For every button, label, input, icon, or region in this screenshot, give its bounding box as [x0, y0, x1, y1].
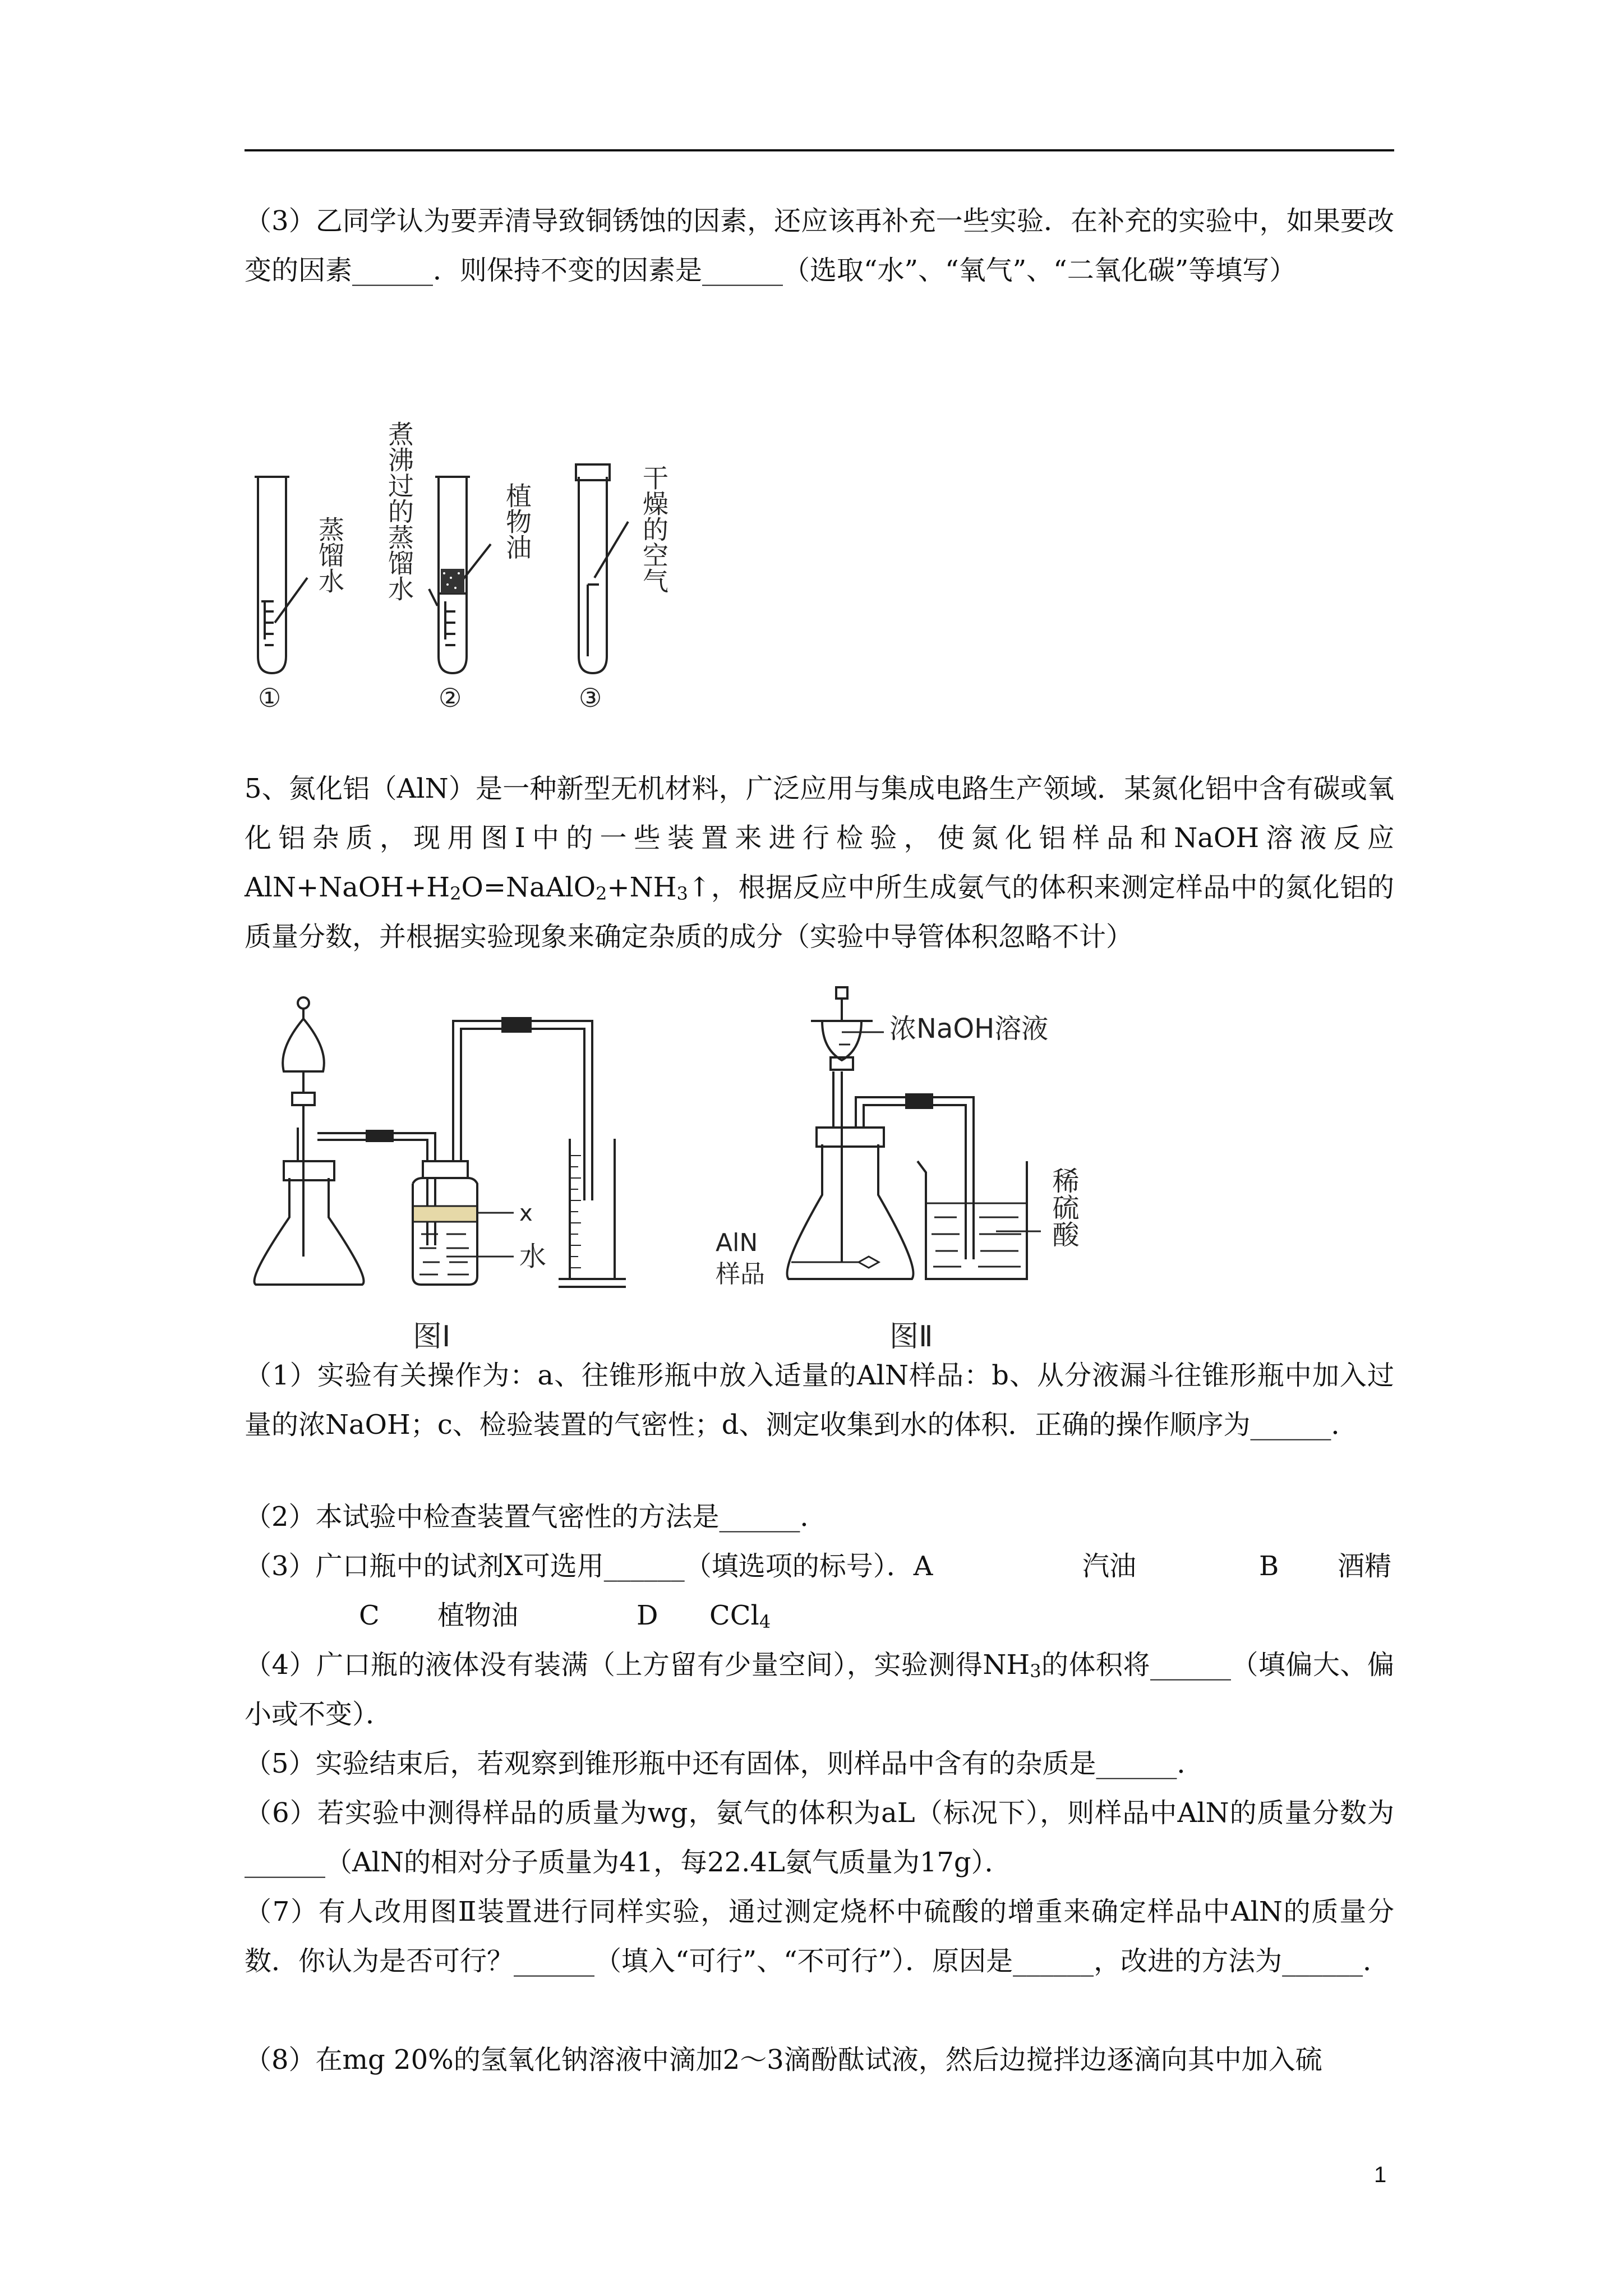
q5-part4: （4）广口瓶的液体没有装满（上方留有少量空间），实验测得$NH_3$的体积将______（填偏大、偏小或不变）．: [245, 1649, 1394, 1730]
sample-label-1: AlN: [716, 1228, 758, 1257]
option-c-text: 植物油: [437, 1600, 519, 1631]
option-d-text: CCl$_4$: [709, 1600, 771, 1632]
tube1-label: 蒸馏水: [315, 516, 345, 593]
q5-part5: （5）实验结束后，若观察到锥形瓶中还有固体，则样品中含有的杂质是______．: [245, 1748, 1204, 1779]
tube1-number: ①: [258, 683, 282, 713]
test-tubes-figure: [241, 409, 690, 729]
naoh-label: 浓NaOH溶液: [889, 1013, 1049, 1045]
header-rule: [245, 149, 1394, 151]
apparatus-figure: [245, 965, 1108, 1358]
reagent-x-label: x: [519, 1200, 533, 1226]
option-a-text: 汽油: [1082, 1550, 1137, 1582]
option-b-text: 酒精: [1338, 1550, 1392, 1582]
tube2-number: ②: [439, 683, 462, 713]
q5-intro: 5、氮化铝（AlN）是一种新型无机材料，广泛应用与集成电路生产领域．某氮化铝中含有碳或氧化铝杂质，现用图Ⅰ中的一些装置来进行检验，使氮化铝样品和NaOH溶液反应$AlN+NaOH+H_2O=NaAlO_2+NH_3↑$，根据反应中所生成氨气的体积来测定样品中的氮化铝的质量分数，并根据实验现象来确定杂质的成分（实验中导管体积忽略不计）: [245, 773, 1394, 953]
q4-part3-text: （3）乙同学认为要弄清导致铜锈蚀的因素，还应该再补充一些实验．在补充的实验中，如果要改变的因素______．则保持不变的因素是______（选取“水”、“氧气”、“二氧化碳”等填写）: [245, 205, 1394, 286]
tube3-number: ③: [579, 683, 602, 713]
q5-part1: （1）实验有关操作为：a、往锥形瓶中放入适量的AlN样品：b、从分液漏斗往锥形瓶中加入过量的浓NaOH；c、检验装置的气密性；d、测定收集到水的体积．正确的操作顺序为______．: [245, 1360, 1394, 1441]
q5-part3-stem: （3）广口瓶中的试剂X可选用______（填选项的标号）．A: [245, 1550, 933, 1582]
acid-label: 稀硫酸: [1048, 1167, 1079, 1248]
figure-1-caption: 图Ⅰ: [413, 1320, 451, 1354]
sample-label-2: 样品: [716, 1260, 765, 1289]
option-c-letter: C: [359, 1600, 380, 1631]
q5-part6: （6）若实验中测得样品的质量为wg，氨气的体积为aL（标况下），则样品中AlN的质量分数为______（AlN的相对分子质量为41，每22.4L氨气质量为17g）．: [245, 1797, 1394, 1878]
option-b-letter: B: [1259, 1550, 1279, 1582]
option-d-letter: D: [637, 1600, 658, 1631]
page-number: 1: [1374, 2162, 1387, 2187]
figure-2-caption: 图Ⅱ: [889, 1320, 933, 1354]
tube2-label-right: 植物油: [502, 482, 532, 560]
q5-part2: （2）本试验中检查装置气密性的方法是______．: [245, 1501, 827, 1533]
q5-part8: （8）在mg 20%的氢氧化钠溶液中滴加2～3滴酚酞试液，然后边搅拌边逐滴向其中加入硫: [245, 2044, 1322, 2076]
tube2-label-left: 煮沸过的蒸馏水: [384, 421, 414, 601]
q5-part7: （7）有人改用图Ⅱ装置进行同样实验，通过测定烧杯中硫酸的增重来确定样品中AlN的质量分数．你认为是否可行？______（填入“可行”、“不可行”）．原因是______，改进的方法为______．: [245, 1896, 1394, 1977]
tube3-label: 干燥的空气: [639, 464, 669, 593]
water-label: 水: [519, 1241, 547, 1272]
